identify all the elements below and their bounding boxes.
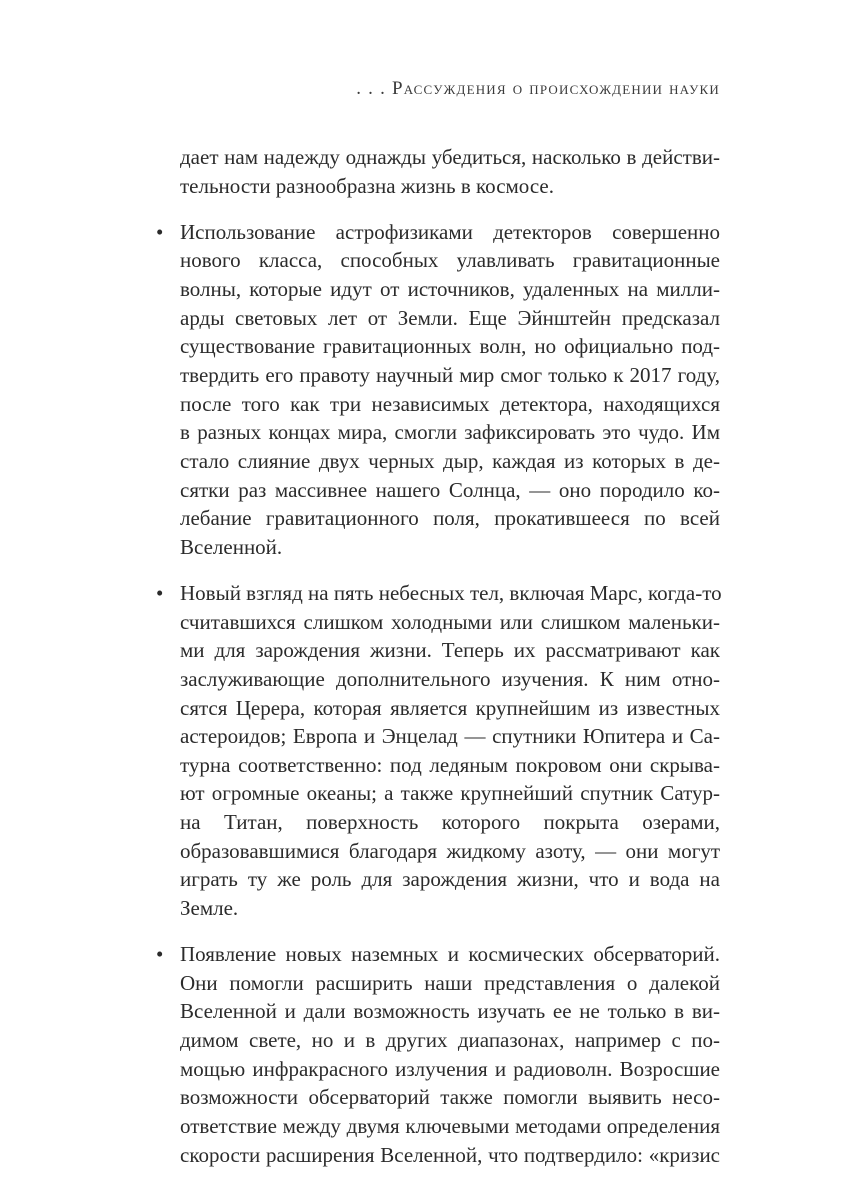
text-line: существование гравитационных волн, но официально под- <box>180 334 720 359</box>
text-line: нового класса, способных улавливать гравитационные <box>180 248 720 273</box>
text-line: возможности обсерваторий также помогли выявить несо- <box>180 1085 720 1110</box>
text-line: Они помогли расширить наши представления о далекой <box>180 970 720 995</box>
text-line: Земле. <box>180 896 239 921</box>
text-line: заслуживающие дополнительного изучения. К ним отно- <box>180 666 720 691</box>
bullet-icon: • <box>156 942 164 967</box>
list-item <box>156 218 720 562</box>
text-line: ми для зарождения жизни. Теперь их рассматривают как <box>180 638 720 663</box>
text-line: волны, которые идут от источников, удаленных на милли- <box>180 277 720 302</box>
text-line: димом свете, но и в других диапазонах, например с по- <box>180 1028 720 1053</box>
text-line: астероидов; Европа и Энцелад — спутники Юпитера и Са- <box>180 724 720 749</box>
bullet-list <box>156 218 722 1170</box>
text-line: ют огромные океаны; а также крупнейший спутник Сатур- <box>180 781 720 806</box>
text-line: арды световых лет от Земли. Еще Эйнштейн предсказал <box>180 305 720 330</box>
text-line: в разных концах мира, смогли зафиксировать это чудо. Им <box>180 420 720 445</box>
text-line: Появление новых наземных и космических обсерваторий. <box>180 942 720 967</box>
text-line: сятки раз массивнее нашего Солнца, — оно породило ко- <box>180 477 720 502</box>
text-line: Вселенной и дали возможность изучать ее не только в ви- <box>180 999 720 1024</box>
bullet-icon: • <box>156 219 164 244</box>
text-line: Использование астрофизиками детекторов совершенно <box>180 219 720 244</box>
text-line: лебание гравитационного поля, прокатившееся по всей <box>180 506 720 531</box>
bullet-icon: • <box>156 580 164 605</box>
text-line: сятся Церера, которая является крупнейшим из известных <box>180 695 720 720</box>
list-item <box>156 579 722 923</box>
intro-paragraph <box>180 143 720 200</box>
text-line: стало слияние двух черных дыр, каждая из которых в де- <box>180 448 720 473</box>
text-line: образовавшимися благодаря жидкому азоту, — они могут <box>180 838 720 863</box>
text-line: ответствие между двумя ключевыми методами определения <box>180 1114 720 1138</box>
running-header: . . . Рассуждения о происхождении науки <box>356 78 720 99</box>
list-item <box>156 940 720 1169</box>
text-line: Вселенной. <box>180 534 283 559</box>
text-line: тельности разнообразна жизнь в космосе. <box>180 173 554 198</box>
text-line: играть ту же роль для зарождения жизни, что и вода на <box>180 867 720 892</box>
text-line: турна соответственно: под ледяным покровом они скрыва- <box>180 752 720 777</box>
text-line: мощью инфракрасного излучения и радиоволн. Возросшие <box>180 1056 720 1081</box>
text-line: твердить его правоту научный мир смог только к 2017 году, <box>180 362 720 387</box>
text-line: скорости расширения Вселенной, что подтвердило: «кризис <box>180 1142 720 1167</box>
text-line: на Титан, поверхность которого покрыта озерами, <box>180 810 720 835</box>
text-line: Новый взгляд на пять небесных тел, включая Марс, когда-то <box>180 580 722 605</box>
text-line: считавшихся слишком холодными или слишком маленьки- <box>180 609 720 634</box>
page-body <box>156 143 722 1187</box>
text-line: после того как три независимых детектора, находящихся <box>180 391 720 416</box>
text-line: дает нам надежду однажды убедиться, насколько в действи- <box>180 145 720 169</box>
